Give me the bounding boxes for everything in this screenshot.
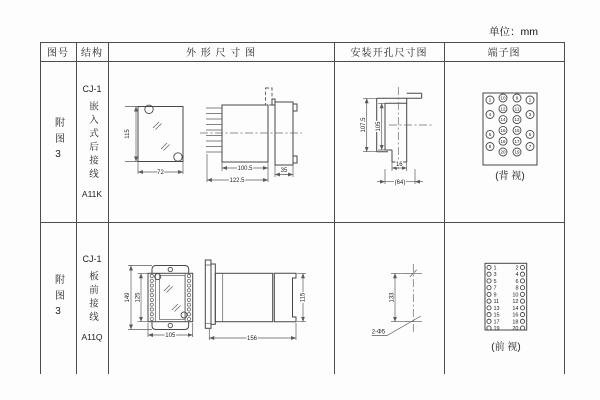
terminal-number: 4	[488, 112, 492, 118]
header-terminal: 端子图	[487, 48, 521, 59]
cutout-dimensions	[361, 98, 423, 186]
terminal-pin	[487, 319, 491, 323]
dim-total-depth: 156	[246, 336, 258, 342]
screw-hole	[174, 153, 182, 161]
terminal-number: 1	[528, 97, 532, 103]
terminal-number: 6	[488, 132, 492, 138]
relay-body	[215, 273, 272, 321]
strip-terminal	[150, 298, 153, 301]
terminal-number: 7	[493, 285, 497, 292]
front-view-dimensions	[125, 107, 183, 177]
screw-hole	[168, 267, 172, 271]
structure-model-1: CJ-1	[82, 84, 102, 94]
mounting-plate	[205, 260, 211, 328]
terminal-diagram-front	[444, 222, 564, 374]
back-terminal-grid	[486, 94, 534, 156]
header-figure-no: 图号	[47, 48, 69, 59]
front-flange	[275, 102, 293, 165]
terminal-pin	[520, 313, 524, 317]
terminal-number: 10	[512, 292, 519, 299]
hatch-mark	[153, 122, 162, 130]
structure-type-2: 板前接线	[87, 271, 98, 325]
terminal-number: 2	[515, 265, 519, 272]
hatch-mark	[172, 304, 181, 312]
dim-notch-width: 16	[395, 161, 403, 168]
side-view	[200, 88, 302, 165]
terminal-number: 6	[515, 278, 519, 285]
terminal-number: 2	[488, 97, 492, 103]
terminal-number: 1	[493, 265, 497, 272]
install-drawing-cutout	[334, 61, 444, 222]
terminal-number: 11	[514, 106, 520, 112]
terminal-pin	[487, 306, 491, 310]
figure-no-1: 附图3	[52, 117, 64, 166]
terminal-number: 17	[493, 319, 500, 326]
strip-terminal	[187, 289, 190, 292]
strip-terminal	[187, 294, 190, 297]
structure-code-2: A11Q	[81, 332, 103, 342]
table-right-border	[564, 42, 565, 374]
install-cell-1	[334, 61, 444, 222]
terminal-number: 15	[493, 312, 500, 319]
dim-outer-height: 107.5	[361, 117, 368, 133]
terminal-pin	[520, 299, 524, 303]
dim-front-height: 115	[125, 129, 132, 139]
strip-terminal	[150, 317, 153, 320]
front-view-label: (前 视)	[491, 342, 521, 353]
dim-front-width: 105	[165, 333, 176, 339]
strip-terminal	[150, 313, 153, 316]
strip-terminal	[150, 303, 153, 306]
terminal-pin	[520, 286, 524, 290]
structure-code-1: A11K	[81, 189, 103, 199]
hole-count-label: 2-Φ5	[371, 329, 386, 336]
terminal-number: 15	[514, 128, 520, 134]
terminal-pin	[487, 299, 491, 303]
terminal-number: 9	[493, 292, 497, 299]
figure-no-2: 附图3	[52, 273, 64, 323]
dim-overall-height: 149	[125, 292, 132, 303]
terminal-number: 13	[493, 305, 500, 312]
terminal-pin	[487, 279, 491, 283]
strip-terminal	[150, 284, 153, 287]
terminal-number: 5	[493, 278, 497, 285]
terminal-number: 13	[514, 117, 520, 123]
side-view-dimensions	[207, 154, 293, 184]
terminal-pin	[520, 292, 524, 296]
terminal-number: 5	[528, 132, 532, 138]
terminal-number: 7	[528, 144, 532, 150]
strip-terminal	[187, 313, 190, 316]
terminal-number: 17	[514, 138, 520, 144]
structure-type-1: 嵌入式后接线	[87, 101, 98, 182]
outline-drawing-board-front	[108, 222, 334, 374]
terminal-number: 12	[512, 299, 519, 306]
dim-side-height: 115	[300, 292, 307, 303]
terminal-number: 18	[512, 319, 519, 326]
side-view-dimensions	[209, 273, 306, 342]
front-view-dimensions	[125, 266, 193, 340]
strip-terminal	[150, 308, 153, 311]
terminal-cell-1	[444, 61, 564, 222]
dim-front-width: 72	[157, 170, 164, 176]
figure-no-cell-2	[40, 222, 76, 374]
terminal-pin	[487, 265, 491, 269]
terminal-number: 10	[500, 95, 506, 101]
terminal-pin	[487, 313, 491, 317]
terminal-number: 16	[512, 312, 519, 319]
cutout-profile	[377, 87, 432, 169]
hatch-mark	[161, 143, 170, 151]
outline-drawing-embedded	[108, 61, 334, 222]
strip-terminal	[187, 274, 190, 277]
units-label: 单位：mm	[489, 26, 538, 38]
dim-hole-spacing: 133	[389, 292, 396, 303]
strip-terminal	[150, 279, 153, 282]
terminal-number: 8	[515, 285, 519, 292]
install-drawing-holes	[334, 222, 444, 374]
header-outline: 外 形 尺 寸 图	[185, 48, 257, 59]
terminal-pin	[487, 292, 491, 296]
side-view	[205, 260, 296, 328]
strip-terminal	[187, 317, 190, 320]
terminal-pins	[206, 108, 222, 152]
strip-terminal	[187, 284, 190, 287]
front-terminal-grid	[487, 265, 525, 332]
terminal-number: 19	[493, 326, 500, 333]
structure-cell-2	[76, 222, 108, 374]
outline-cell-2	[108, 222, 334, 374]
screw-hole	[168, 323, 172, 327]
dim-flange-depth: 35	[280, 167, 288, 174]
terminal-number: 20	[500, 149, 506, 155]
structure-model-2: CJ-1	[82, 254, 102, 264]
terminal-number: 12	[500, 106, 506, 112]
header-install: 安装开孔尺寸图	[350, 48, 428, 59]
back-view-label: (背 视)	[495, 171, 525, 182]
hatch-mark	[164, 285, 173, 293]
strip-terminal	[187, 279, 190, 282]
dim-total-depth: 122.5	[229, 178, 245, 184]
dim-inner-height: 125	[135, 292, 142, 303]
terminal-pin	[520, 319, 524, 323]
terminal-pin	[487, 272, 491, 276]
terminal-pin	[520, 279, 524, 283]
terminal-number: 14	[500, 117, 506, 123]
header-structure: 结构	[81, 48, 103, 59]
terminal-number: 11	[493, 299, 500, 306]
dim-body-depth: 100.5	[237, 166, 253, 172]
install-cell-2	[334, 222, 444, 374]
front-view	[148, 266, 193, 330]
terminal-pin	[487, 286, 491, 290]
figure-no-cell-1	[40, 61, 76, 222]
strip-terminal	[150, 274, 153, 277]
terminal-pin	[520, 265, 524, 269]
strip-terminal	[187, 298, 190, 301]
outline-cell-1	[108, 61, 334, 222]
terminal-number: 14	[512, 305, 519, 312]
terminal-number: 3	[493, 272, 497, 279]
terminal-pin	[520, 272, 524, 276]
latch-handle	[266, 88, 273, 105]
strip-terminal	[187, 308, 190, 311]
dim-cutout-width: (64)	[394, 179, 406, 186]
strip-terminal	[187, 303, 190, 306]
terminal-number: 4	[515, 272, 519, 279]
dim-inner-height: 105	[375, 121, 382, 132]
terminal-pin	[520, 306, 524, 310]
strip-terminal	[150, 294, 153, 297]
terminal-number: 3	[528, 112, 532, 118]
side-terminal-strips	[150, 274, 190, 320]
structure-cell-1	[76, 61, 108, 222]
corner-screw	[181, 312, 187, 318]
terminal-number: 19	[514, 149, 520, 155]
rear-block	[274, 273, 296, 321]
terminal-number: 9	[515, 95, 519, 101]
strip-terminal	[150, 289, 153, 292]
terminal-number: 18	[500, 138, 506, 144]
terminal-number: 20	[512, 326, 519, 333]
front-view	[138, 105, 183, 161]
terminal-cell-2	[444, 222, 564, 374]
terminal-number: 8	[488, 144, 492, 150]
terminal-number: 16	[500, 128, 506, 134]
terminal-diagram-back	[444, 61, 564, 222]
